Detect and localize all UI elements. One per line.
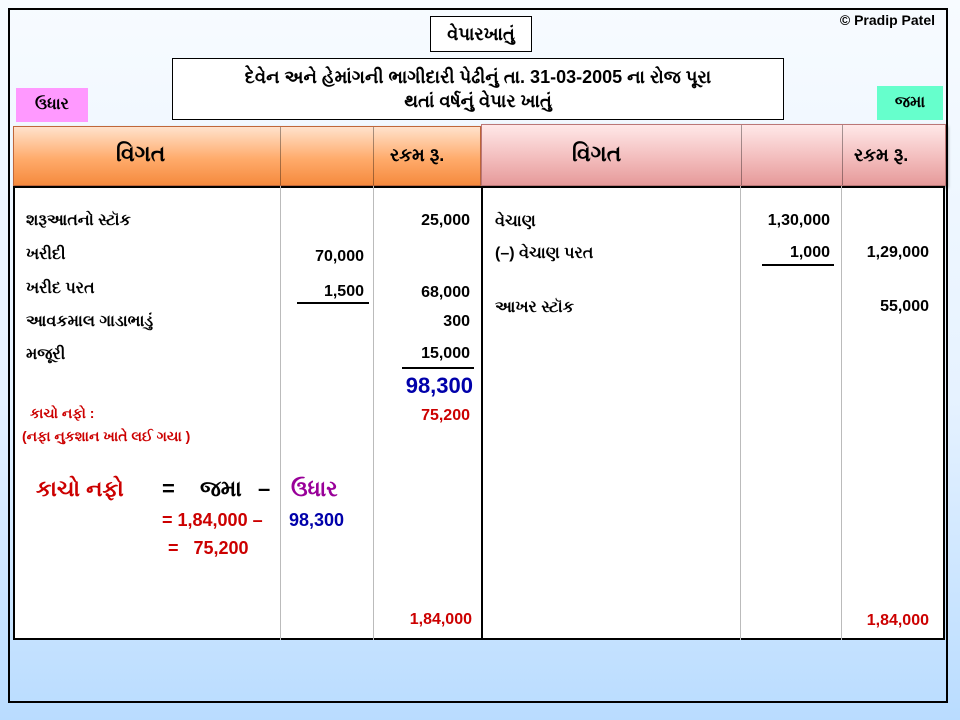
copyright-text: © Pradip Patel	[839, 12, 935, 28]
column-divider	[373, 186, 374, 640]
gross-profit-label: કાચો નફો :	[30, 405, 95, 421]
debit-header-bar	[13, 126, 481, 186]
header-divider	[842, 125, 843, 185]
formula-equals: =	[162, 476, 175, 501]
wages-label: મજૂરી	[26, 346, 66, 363]
purchase-returns-amount: 1,500	[323, 283, 364, 300]
net-purchases-amount: 68,000	[421, 284, 470, 301]
credit-header-bar	[481, 124, 946, 186]
header-divider	[280, 127, 281, 185]
sales-amount: 1,30,000	[767, 212, 830, 229]
underline	[762, 264, 834, 266]
column-divider	[740, 186, 741, 640]
gross-profit-amount: 75,200	[421, 407, 470, 424]
subtitle-line-1: દેવેન અને હેમાંગની ભાગીદારી પેઢીનું તા. 31-03-2005 ના રોજ પૂરા	[244, 67, 712, 87]
formula-minus: –	[258, 476, 271, 501]
column-divider	[280, 186, 281, 640]
debit-total: 1,84,000	[409, 611, 472, 628]
carriage-inward-label: આવકમાલ ગાડાભાડું	[26, 313, 154, 330]
formula-lhs: કાચો નફો	[36, 476, 124, 501]
debit-tag: ઉધાર	[16, 88, 88, 122]
credit-tag: જમા	[877, 86, 943, 120]
net-sales-amount: 1,29,000	[866, 244, 929, 261]
subtitle-box	[172, 58, 784, 120]
formula-udhar: ઉધાર	[291, 476, 338, 501]
debit-subtotal: 98,300	[405, 373, 473, 398]
underline	[402, 367, 474, 369]
page-title: વેપારખાતું	[430, 16, 532, 52]
column-divider	[841, 186, 842, 640]
credit-particulars-header: વિગત	[572, 141, 622, 166]
closing-stock-amount: 55,000	[880, 298, 929, 315]
formula-jama: જમા	[200, 476, 242, 501]
header-divider	[373, 127, 374, 185]
formula-line-2-value: 98,300	[289, 510, 345, 530]
wages-amount: 15,000	[421, 345, 470, 362]
purchase-returns-label: ખરીદ પરત	[26, 280, 95, 297]
opening-stock-amount: 25,000	[421, 212, 470, 229]
purchases-label: ખરીદી	[26, 246, 66, 263]
credit-total: 1,84,000	[866, 612, 929, 629]
purchases-amount: 70,000	[315, 248, 364, 265]
sales-returns-amount: 1,000	[789, 244, 830, 261]
header-divider	[741, 125, 742, 185]
formula-line-3: = 75,200	[168, 538, 249, 558]
carriage-inward-amount: 300	[443, 313, 470, 330]
debit-particulars-header: વિગત	[116, 141, 166, 166]
gross-profit-note: (નફા નુકશાન ખાતે લઈ ગયા )	[22, 428, 191, 444]
closing-stock-label: આખર સ્ટૉક	[495, 299, 574, 316]
opening-stock-label: શરૂઆતનો સ્ટૉક	[26, 212, 131, 229]
credit-amount-header: રકમ રૂ.	[854, 145, 909, 165]
sales-label: વેચાણ	[495, 213, 536, 230]
sales-returns-label: (–) વેચાણ પરત	[495, 245, 594, 262]
underline	[297, 302, 369, 304]
formula-line-2-prefix: = 1,84,000 –	[162, 510, 263, 530]
debit-amount-header: રકમ રૂ.	[390, 145, 445, 165]
subtitle-line-2: થતાં વર્ષનું વેપાર ખાતું	[404, 91, 552, 111]
center-divider	[481, 186, 483, 640]
